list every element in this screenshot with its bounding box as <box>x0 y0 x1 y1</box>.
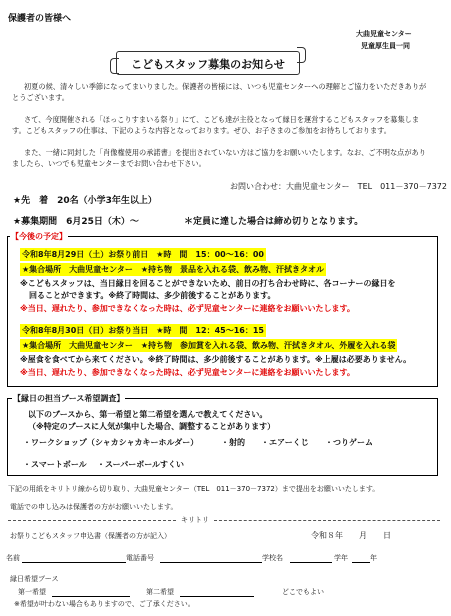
booth-item-fishing: ・つりゲーム <box>325 438 373 447</box>
form-name-label: 名前 <box>6 554 20 562</box>
intro-paragraph-1: 初夏の候、清々しい季節になってまいりました。保護者の皆様には、いつも児童センターへの理解とご協力をいただきありがとうございます。 <box>12 82 427 102</box>
booth-item-shooting: ・射的 <box>221 438 245 447</box>
day2-date-time: 令和8年8月30日（日）お祭り当日 ★時 間 12：45～16：15 <box>22 326 264 335</box>
day1-note: ※こどもスタッフは、当日縁日を回ることができないため、前日の打ち合わせ時に、各コーナーの縁日を <box>20 279 396 288</box>
first-choice-field[interactable] <box>52 596 130 597</box>
day1-warning: ※当日、遅れたり、参加できなくなった時は、必ず児童センターに連絡をお願いいたします。 <box>20 304 355 313</box>
submit-note: 下記の用紙をキリトリ線から切り取り、大曲児童センター（TEL 011－370－7372）まで提出をお願いいたします。 <box>8 485 380 493</box>
second-choice-field[interactable] <box>180 596 254 597</box>
form-grade-suffix: 年 <box>370 554 377 562</box>
day1-note-cont: 回ることができます。※終了時間は、多少前後することがあります。 <box>29 291 276 300</box>
grade-field[interactable] <box>352 562 370 563</box>
booth-item-smartball: ・スマートボール <box>23 460 87 469</box>
form-any-choice: どこでもよい <box>282 588 324 596</box>
recruit-note: ＊定員に達した場合は締め切りとなります。 <box>184 217 364 227</box>
booth-item-workshop: ・ワークショップ（シャカシャカキーホルダー） <box>23 438 199 447</box>
day2-note: ※屋食を食べてから来てください。※終了時間は、多少前後することがあります。※上履は必要ありません。 <box>20 355 412 364</box>
schedule-label: 【今後の予定】 <box>11 232 67 241</box>
form-date: 令和８年 月 日 <box>311 531 391 540</box>
contact-line: お問い合わせ：大曲児童センター TEL 011－370－7372 <box>230 182 447 191</box>
form-title: お祭りこどもスタッフ申込書（保護者の方が記入） <box>10 532 171 540</box>
form-school-label: 学校名 <box>262 554 283 562</box>
school-field[interactable] <box>290 562 332 563</box>
day2-warning: ※当日、遅れたり、参加できなくなった時は、必ず児童センターに連絡をお願いいたします。 <box>20 368 355 377</box>
title-ribbon <box>116 51 300 75</box>
booth-instruction-note: （※特定のブースに人気が集中した場合、調整することがあります） <box>28 422 276 431</box>
booth-label: 【縁日の担当ブース希望調査】 <box>13 394 125 403</box>
greeting: 保護者の皆様へ <box>8 14 72 24</box>
booth-item-air-lottery: ・エアーくじ <box>261 438 309 447</box>
recruit-period: ★募集期間 6月25日（木）～ <box>13 217 139 227</box>
cut-label: キリトリ <box>181 516 209 524</box>
recruit-count: ★先 着 20名（小学3年生以上） <box>13 196 157 206</box>
intro-paragraph-3: また、一緒に同封した「肖像権使用の承諾書」を提出されていない方はご協力をお願いいたします。なお、ご不明な点がありましたら、いつでも児童センターまでお問い合わせ下さい。 <box>12 148 426 168</box>
booth-item-superball: ・スーパーボールすくい <box>97 460 185 469</box>
intro-paragraph-2: さて、今度開催される「ほっこりすまいる祭り」にて、こども達が主役となって縁日を運営するこどもスタッフを募集します。こどもスタッフの仕事は、下記のような内容となっております。ぜひ、お子さまのご参加をお待ちしております。 <box>12 115 420 135</box>
phone-note: 電話での申し込みは保護者の方がお願いいたします。 <box>10 503 178 511</box>
form-booth-label: 縁日希望ブース <box>10 575 59 583</box>
sender-group: 児童厚生員一同 <box>361 42 410 50</box>
day1-date-time: 令和8年8月29日（土）お祭り前日 ★時 間 15：00～16：00 <box>22 250 264 259</box>
form-second-choice-label: 第二希望 <box>146 588 174 596</box>
day1-place-items: ★集合場所 大曲児童センター ★持ち物 景品を入れる袋、飲み物、汗拭きタオル <box>22 265 325 274</box>
sender-org: 大曲児童センター <box>356 30 412 38</box>
cut-line-left <box>8 520 176 521</box>
form-footnote: ※希望が叶わない場合もありますので、ご了承ください。 <box>14 600 195 608</box>
form-phone-label: 電話番号 <box>126 554 154 562</box>
form-first-choice-label: 第一希望 <box>18 588 46 596</box>
phone-field[interactable] <box>160 562 262 563</box>
cut-line-right <box>214 520 440 521</box>
booth-instruction: 以下のブースから、第一希望と第二希望を選んで教えてください。 <box>28 410 268 419</box>
name-field[interactable] <box>22 562 126 563</box>
day2-place-items: ★集合場所 大曲児童センター ★持ち物 参加賞を入れる袋、飲み物、汗拭きタオル、外履を入れる袋 <box>22 341 396 350</box>
form-grade-label: 学年 <box>334 554 348 562</box>
page-title: こどもスタッフ募集のお知らせ <box>131 58 285 71</box>
